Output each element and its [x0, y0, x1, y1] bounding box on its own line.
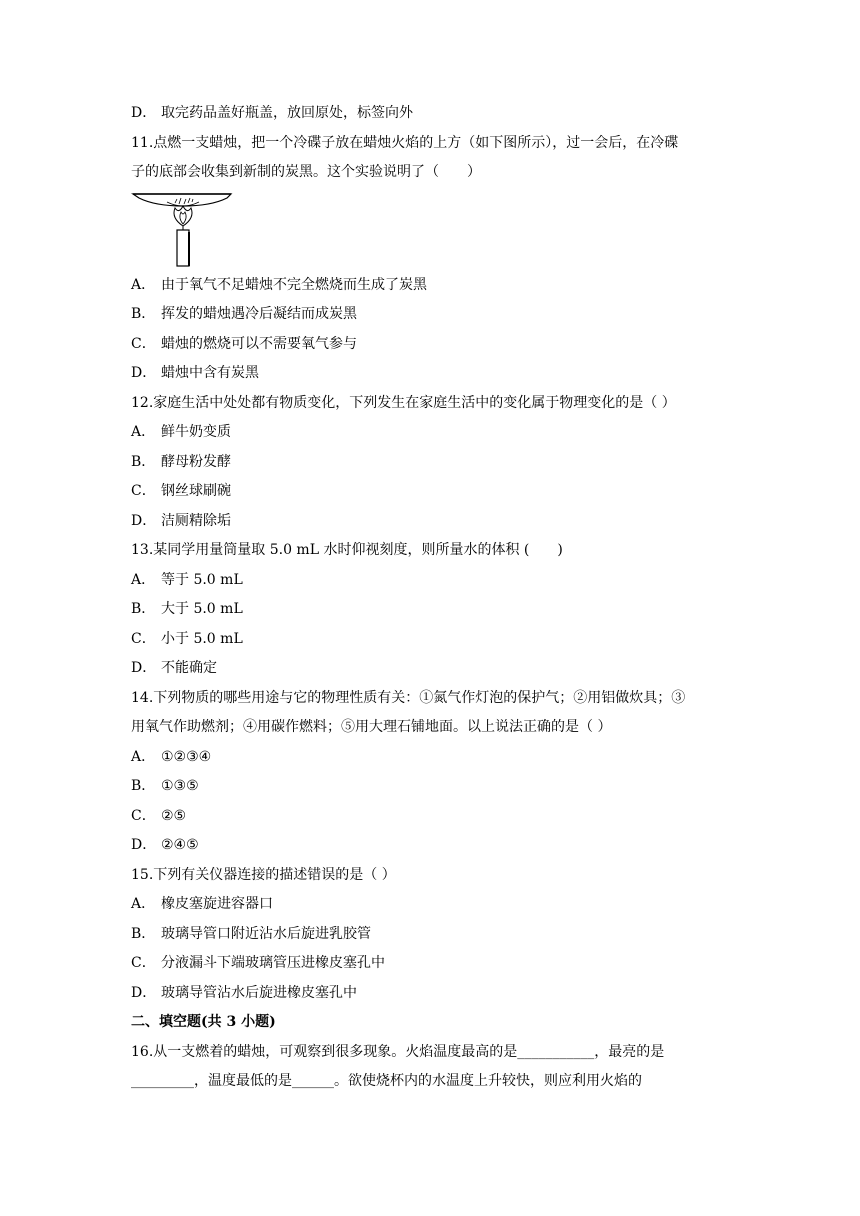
- option-text: ①③⑤: [161, 778, 199, 794]
- option-letter: D．: [131, 105, 157, 121]
- option-text: 鲜牛奶变质: [161, 424, 231, 440]
- option-letter: B．: [131, 926, 156, 942]
- option-letter: A．: [131, 896, 156, 912]
- option-letter: A．: [131, 572, 156, 588]
- option-letter: B．: [131, 306, 156, 322]
- option-letter: D．: [131, 513, 157, 529]
- option-text: 大于 5.0 mL: [161, 601, 243, 617]
- q11-option-b: [131, 304, 357, 324]
- q14-option-a: [131, 747, 211, 767]
- q12-option-d: [131, 511, 231, 531]
- option-letter: C．: [131, 336, 156, 352]
- option-letter: D．: [131, 985, 157, 1001]
- q12-stem: 12.家庭生活中处处都有物质变化，下列发生在家庭生活中的变化属于物理变化的是（ ）: [131, 395, 676, 411]
- option-text: 钢丝球刷碗: [161, 483, 231, 499]
- q16-stem-line2: _________，温度最低的是______。欲使烧杯内的水温度上升较快，则应利用火焰的: [131, 1073, 642, 1089]
- q10-option-d: [131, 103, 413, 123]
- option-text: 小于 5.0 mL: [161, 631, 243, 647]
- q13-option-a: [131, 570, 243, 590]
- option-letter: B．: [131, 778, 156, 794]
- q11-option-a: [131, 275, 427, 295]
- q11-stem-line2: 子的底部会收集到新制的炭黑。这个实验说明了（ ）: [131, 164, 481, 180]
- option-text: 玻璃导管口附近沾水后旋进乳胶管: [161, 926, 371, 942]
- option-letter: D．: [131, 837, 157, 853]
- option-letter: C．: [131, 955, 156, 971]
- option-text: 不能确定: [161, 660, 217, 676]
- q11-stem-line1: 11.点燃一支蜡烛，把一个冷碟子放在蜡烛火焰的上方（如下图所示），过一会后，在冷碟: [131, 135, 679, 151]
- q15-stem: 15.下列有关仪器连接的描述错误的是（ ）: [131, 867, 396, 883]
- q14-option-c: [131, 806, 186, 826]
- option-text: 橡皮塞旋进容器口: [161, 896, 273, 912]
- option-text: ①②③④: [161, 749, 212, 765]
- q14-stem-line2: 用氧气作助燃剂；④用碳作燃料；⑤用大理石铺地面。以上说法正确的是（ ）: [131, 719, 612, 735]
- option-letter: B．: [131, 601, 156, 617]
- option-letter: C．: [131, 631, 156, 647]
- option-text: 分液漏斗下端玻璃管压进橡皮塞孔中: [161, 955, 385, 971]
- option-text: 玻璃导管沾水后旋进橡皮塞孔中: [161, 985, 357, 1001]
- candle-dish-figure: [131, 192, 235, 268]
- option-letter: C．: [131, 808, 156, 824]
- q14-stem-line1: 14.下列物质的哪些用途与它的物理性质有关：①氮气作灯泡的保护气；②用铝做炊具；③: [131, 690, 686, 706]
- option-letter: C．: [131, 483, 156, 499]
- q11-option-d: [131, 363, 259, 383]
- q13-option-b: [131, 599, 243, 619]
- option-letter: A．: [131, 277, 156, 293]
- option-letter: A．: [131, 749, 156, 765]
- q11-option-c: [131, 334, 357, 354]
- q15-option-a: [131, 894, 273, 914]
- q14-option-d: [131, 835, 199, 855]
- q12-option-c: [131, 481, 231, 501]
- q12-option-a: [131, 422, 231, 442]
- option-text: ②⑤: [161, 808, 187, 824]
- option-text: 蜡烛的燃烧可以不需要氧气参与: [161, 336, 357, 352]
- option-text: 取完药品盖好瓶盖，放回原处，标签向外: [161, 105, 413, 121]
- q13-stem: 13.某同学用量筒量取 5.0 mL 水时仰视刻度，则所量水的体积 ( ): [131, 542, 563, 558]
- q14-option-b: [131, 776, 199, 796]
- option-letter: A．: [131, 424, 156, 440]
- q13-option-c: [131, 629, 243, 649]
- q16-stem-line1: 16.从一支燃着的蜡烛，可观察到很多现象。火焰温度最高的是___________，最亮的是: [131, 1044, 665, 1060]
- option-text: 酵母粉发酵: [161, 454, 231, 470]
- option-text: 洁厕精除垢: [161, 513, 231, 529]
- option-text: 等于 5.0 mL: [161, 572, 243, 588]
- option-text: 蜡烛中含有炭黑: [161, 365, 259, 381]
- option-letter: B．: [131, 454, 156, 470]
- option-text: 由于氧气不足蜡烛不完全燃烧而生成了炭黑: [161, 277, 427, 293]
- option-letter: D．: [131, 660, 157, 676]
- option-text: ②④⑤: [161, 837, 199, 853]
- option-letter: D．: [131, 365, 157, 381]
- option-text: 挥发的蜡烛遇冷后凝结而成炭黑: [161, 306, 357, 322]
- q12-option-b: [131, 452, 231, 472]
- q13-option-d: [131, 658, 217, 678]
- section-title: 二、填空题(共 3 小题): [131, 1014, 276, 1030]
- q15-option-d: [131, 983, 357, 1003]
- q15-option-b: [131, 924, 371, 944]
- q15-option-c: [131, 953, 385, 973]
